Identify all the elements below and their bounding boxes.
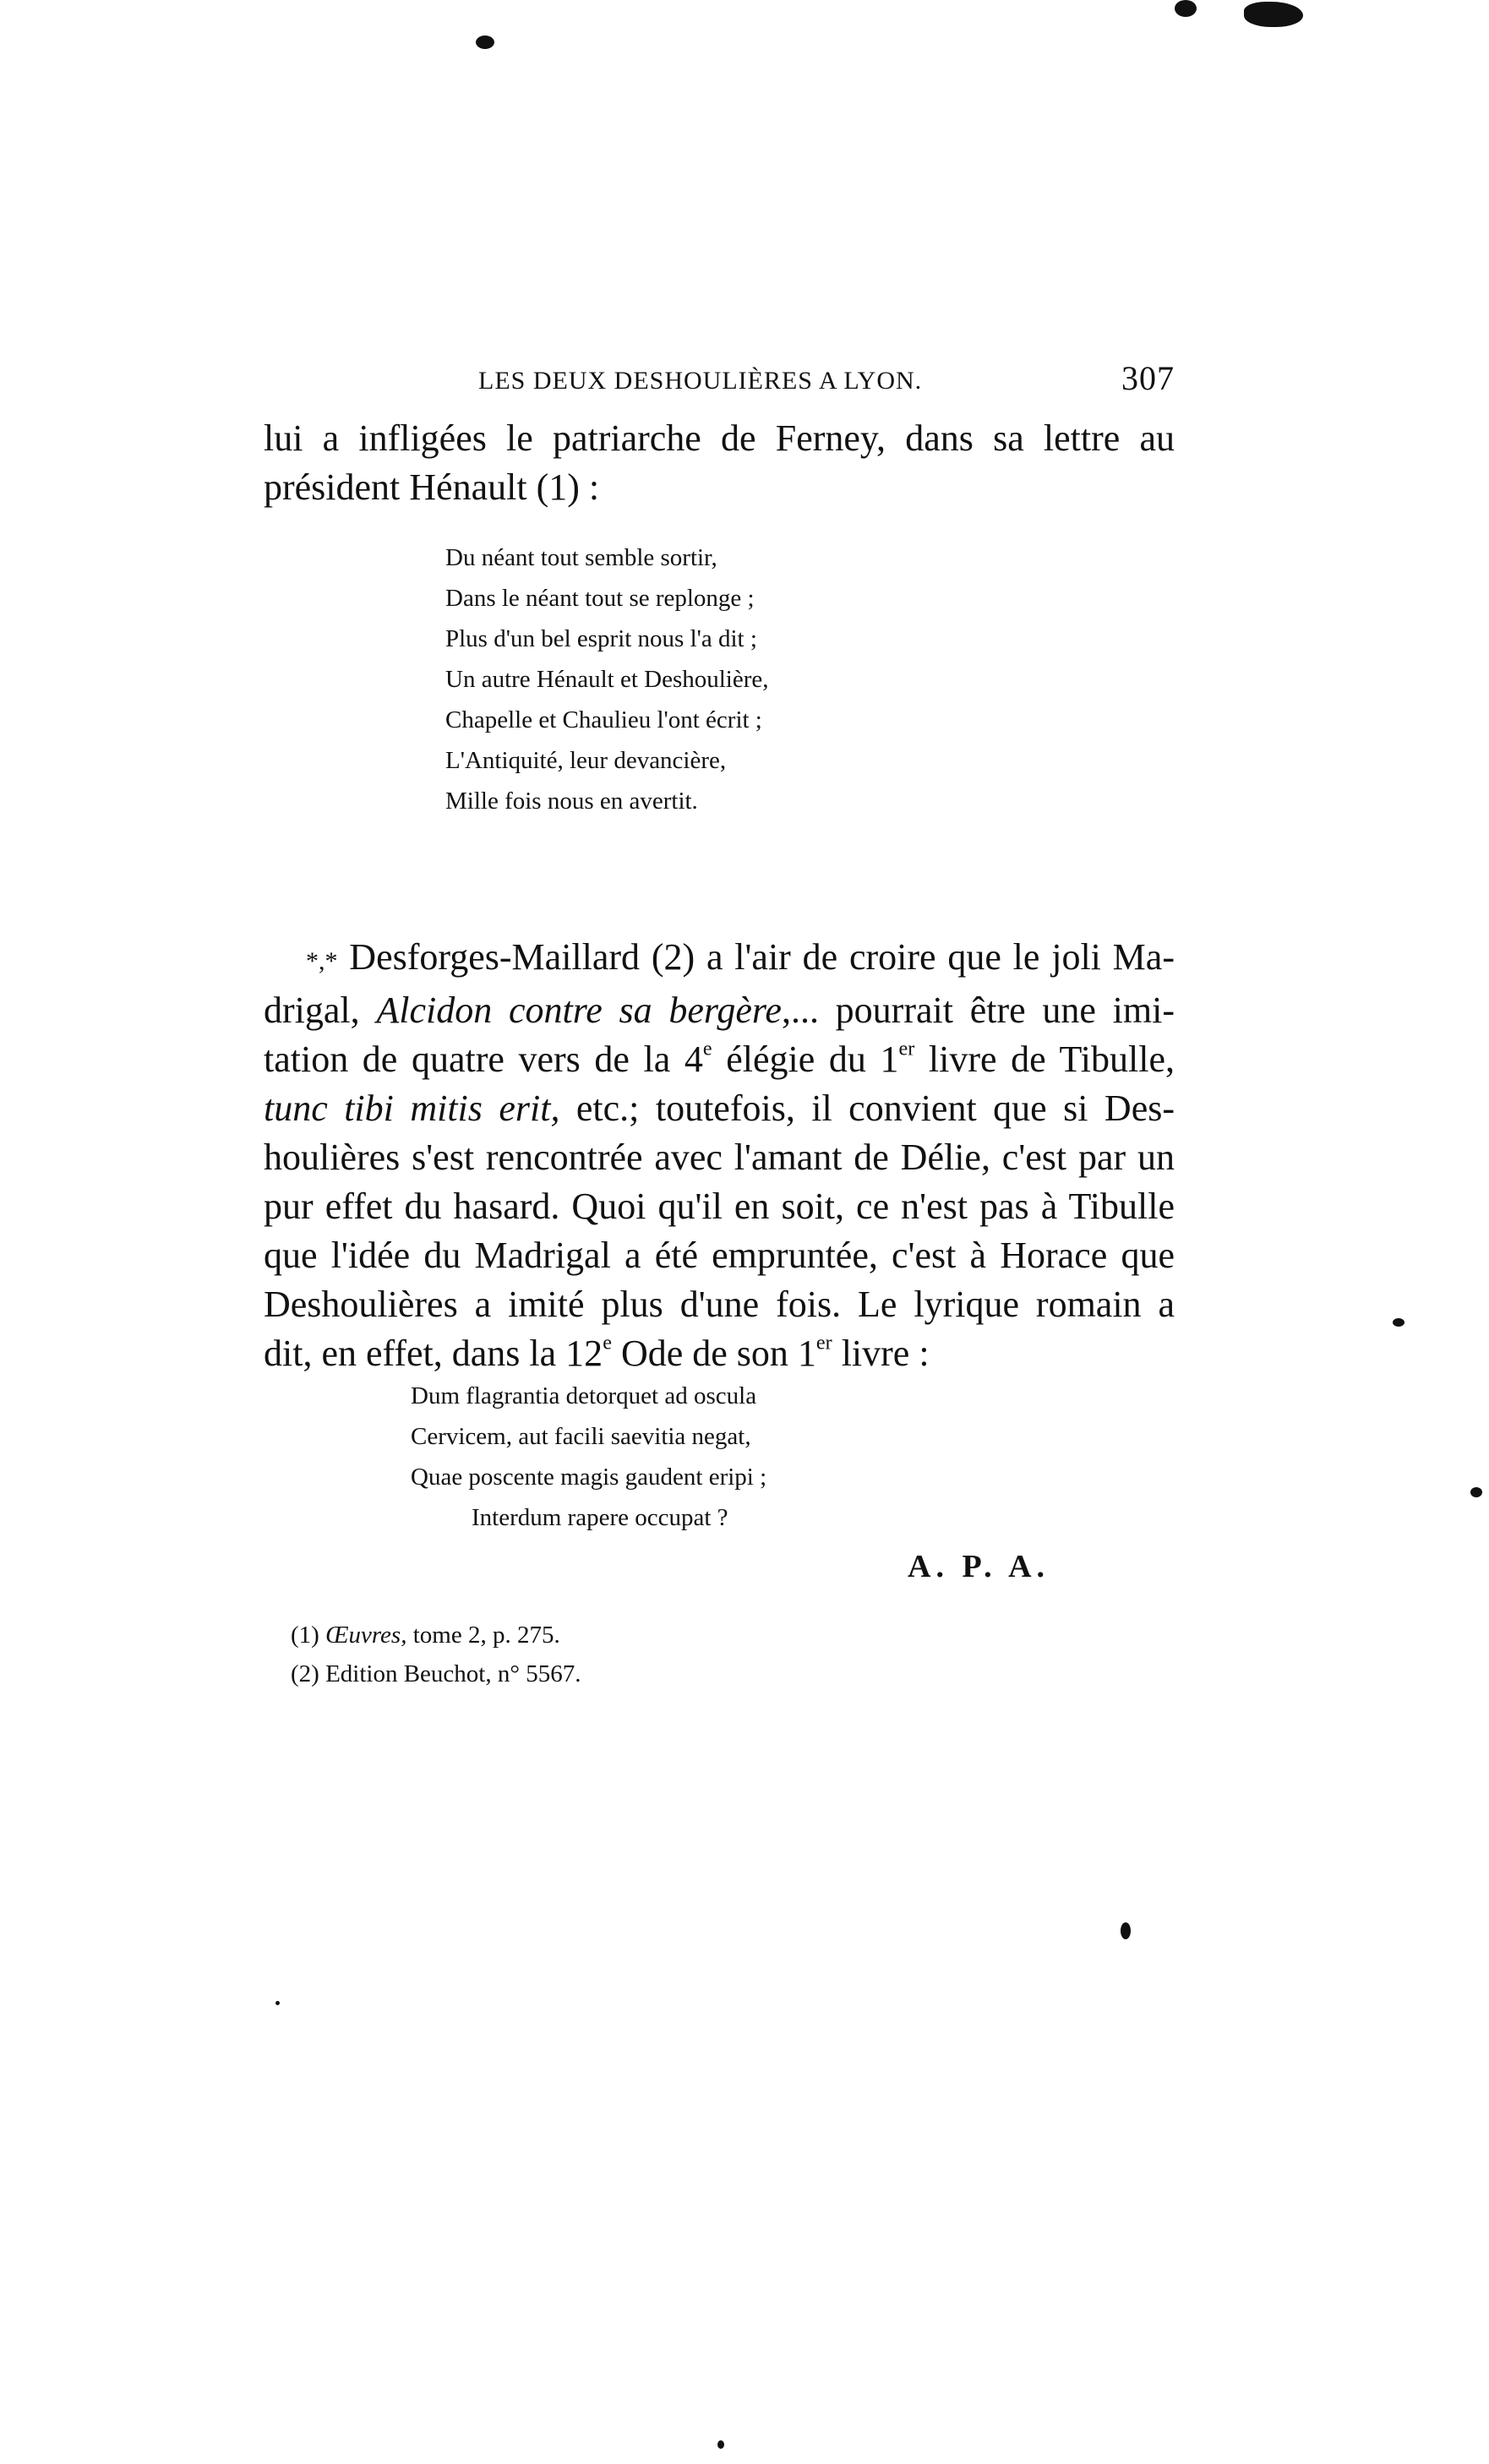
running-header: [478, 355, 1175, 406]
verse-line: Plus d'un bel esprit nous l'a dit ;: [445, 625, 757, 652]
verse-quotation-french: [445, 537, 919, 821]
paragraph-intro: [264, 414, 1175, 512]
verse-line: L'Antiquité, leur devancière,: [445, 747, 727, 774]
verse-line: Mille fois nous en avertit.: [445, 788, 698, 815]
text-line: *,* Desforges-Maillard (2) a l'air de croire que le joli Ma-: [306, 936, 1175, 978]
madrigal-title: Alcidon contre sa bergère: [376, 989, 782, 1031]
text-line: président Hénault (1) :: [264, 466, 600, 508]
text-line: pur effet du hasard. Quoi qu'il en soit, ce n'est pas à Tibulle: [264, 1186, 1175, 1227]
text-line: que l'idée du Madrigal a été empruntée, c'est à Horace que: [264, 1235, 1175, 1276]
latin-quote: tunc tibi mitis erit,: [264, 1088, 560, 1129]
footnote-2: (2) Edition Beuchot, n° 5567.: [291, 1660, 581, 1687]
text-line: lui a infligées le patriarche de Ferney, dans sa lettre au: [264, 417, 1175, 459]
footnote-1: (1) Œuvres, tome 2, p. 275.: [291, 1622, 560, 1649]
section-asterism: *,*: [306, 947, 338, 975]
verse-line: Dum flagrantia detorquet ad oscula: [411, 1382, 757, 1409]
verse-line: Cervicem, aut facili saevitia negat,: [411, 1423, 751, 1450]
footnotes: [291, 1616, 882, 1693]
verse-line: Un autre Hénault et Deshoulière,: [445, 666, 769, 693]
verse-quotation-latin: [411, 1376, 918, 1538]
verse-line: Chapelle et Chaulieu l'ont écrit ;: [445, 706, 762, 733]
author-signature: A. P. A.: [908, 1549, 1050, 1584]
verse-line: Dans le néant tout se replonge ;: [445, 585, 755, 612]
text-line: drigal, Alcidon contre sa bergère,... pourrait être une imi-: [264, 989, 1175, 1031]
verse-line: Interdum rapere occupat ?: [472, 1504, 728, 1531]
text-line: Deshoulières a imité plus d'une fois. Le lyrique romain a: [264, 1284, 1175, 1325]
verse-line: Quae poscente magis gaudent eripi ;: [411, 1464, 767, 1491]
text-line: houlières s'est rencontrée avec l'amant de Délie, c'est par un: [264, 1137, 1175, 1178]
verse-line: Du néant tout semble sortir,: [445, 544, 717, 571]
text-line: dit, en effet, dans la 12e Ode de son 1er livre :: [264, 1331, 930, 1374]
text-line: tation de quatre vers de la 4e élégie du 1er livre de Tibulle,: [264, 1037, 1175, 1080]
paragraph-madrigal-note: [264, 933, 1175, 1378]
text-line: tunc tibi mitis erit, etc.; toutefois, il convient que si Des-: [264, 1088, 1175, 1129]
page-number: 307: [1121, 359, 1175, 397]
running-title: LES DEUX DESHOULIÈRES A LYON.: [478, 367, 923, 395]
